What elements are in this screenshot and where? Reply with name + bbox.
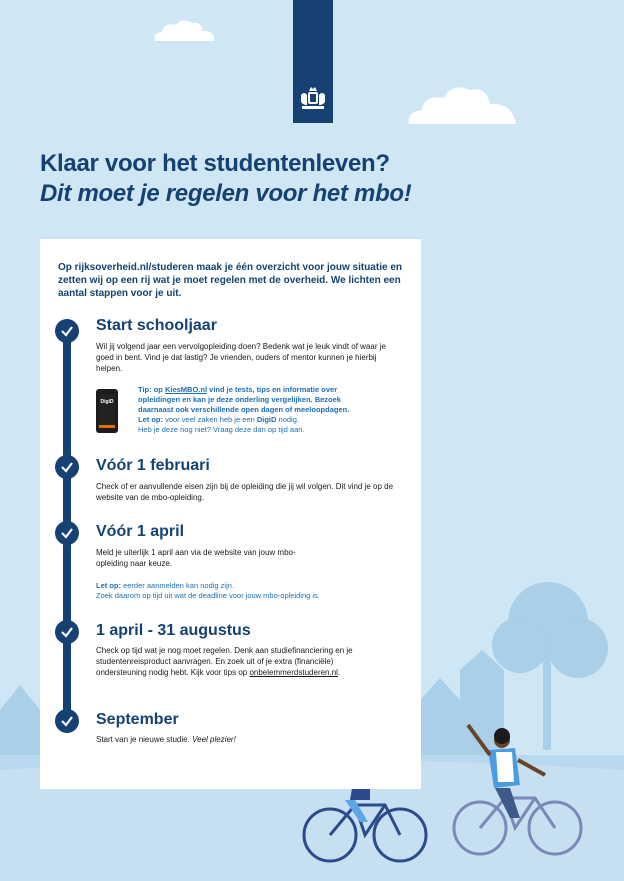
tip-block: Tip: op KiesMBO.nl vind je tests, tips en informatie over opleidingen en kan je deze onderling vergelijken. Bezoek daarnaast ook verschillende open dagen of meeloopdagen. Let op: voor veel zaken heb je een DigiD nodig. Heb je deze nog niet? Vraag deze dan op tijd aan. bbox=[138, 385, 350, 434]
step-text-1-april-31-augustus: Check op tijd wat je nog moet regelen. Denk aan studiefinanciering en je studentenreisproduct aanvragen. En zoek uit of je extra (financiële) ondersteuning nodig hebt. Kijk voor tips op onbelemmerdstuderen.nl. bbox=[96, 646, 353, 677]
step-title-voor-1-februari: Vóór 1 februari bbox=[96, 457, 210, 474]
coat-of-arms-icon bbox=[298, 85, 328, 111]
step-title-start-schooljaar: Start schooljaar bbox=[96, 317, 217, 334]
cloud-right-icon bbox=[404, 78, 524, 126]
page-title: Klaar voor het studentenleven? bbox=[40, 150, 390, 177]
step-text-start-schooljaar: Wil jij volgend jaar een vervolgopleiding doen? Bedenk wat je leuk vindt of waar je goed in bent. Vind je dat lastig? Je vrienden, ouders of mentor kunnen je hierbij helpen. bbox=[96, 342, 386, 373]
step-text-september: Start van je nieuwe studie. Veel plezier! bbox=[96, 735, 236, 744]
rijksoverheid-logo-bar bbox=[293, 0, 333, 123]
phone-digid-icon: DigiD bbox=[96, 389, 118, 433]
onbelemmerdstuderen-link[interactable]: onbelemmerdstuderen.nl bbox=[249, 668, 338, 677]
check-icon bbox=[55, 521, 79, 545]
steps-card bbox=[40, 239, 421, 789]
step-title-september: September bbox=[96, 711, 179, 728]
step-title-voor-1-april: Vóór 1 april bbox=[96, 523, 185, 540]
page-subtitle: Dit moet je regelen voor het mbo! bbox=[40, 180, 412, 207]
check-icon bbox=[55, 319, 79, 343]
cloud-left-icon bbox=[150, 15, 220, 43]
tip-label: Tip: bbox=[138, 385, 152, 394]
april-note: Let op: eerder aanmelden kan nodig zijn. Zoek daarom op tijd uit wat de deadline voor jouw mbo-opleiding is. bbox=[96, 581, 320, 600]
check-icon bbox=[55, 709, 79, 733]
step-title-1-april-31-augustus: 1 april - 31 augustus bbox=[96, 622, 251, 639]
letop-label: Let op: bbox=[138, 415, 163, 424]
check-icon bbox=[55, 455, 79, 479]
intro-text: Op rijksoverheid.nl/studeren maak je één overzicht voor jouw situatie en zetten wij op een rij wat je moet regelen met de overheid. We lichten een aantal stappen voor je uit. bbox=[58, 262, 402, 299]
step-text-voor-1-april: Meld je uiterlijk 1 april aan via de website van jouw mbo-opleiding naar keuze. bbox=[96, 548, 296, 568]
step-text-voor-1-februari: Check of er aanvullende eisen zijn bij de opleiding die jij wil volgen. Dit vind je op de website van de mbo-opleiding. bbox=[96, 482, 394, 502]
check-icon bbox=[55, 620, 79, 644]
kiesmbo-link[interactable]: KiesMBO.nl bbox=[164, 385, 208, 394]
